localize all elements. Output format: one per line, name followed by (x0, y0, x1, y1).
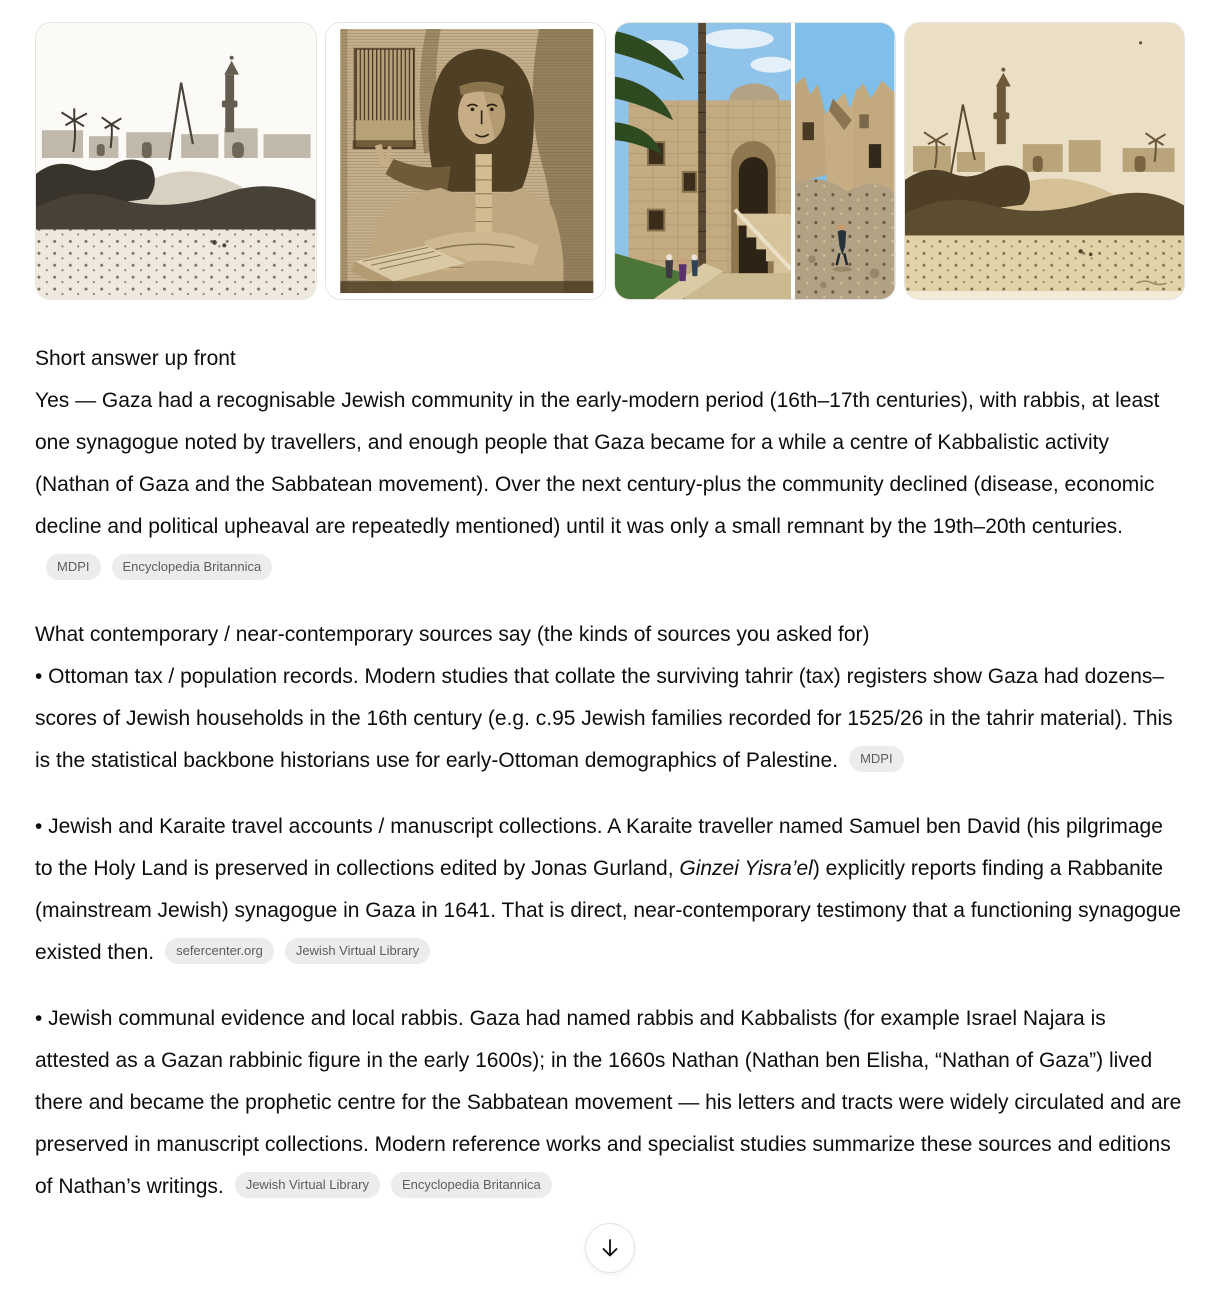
arrow-down-icon (598, 1236, 622, 1260)
image-results-row (35, 22, 1185, 300)
citation-badge[interactable]: MDPI (849, 746, 904, 772)
answer-section-travel-accounts (35, 806, 1185, 974)
citation-badge[interactable]: sefercenter.org (165, 938, 274, 964)
section-heading: Short answer up front (35, 347, 236, 370)
image-result-nathan-engraving[interactable] (325, 22, 607, 300)
synagogue-intact-photo-illustration (615, 23, 791, 299)
gaza-sepia-photo-illustration (905, 23, 1185, 299)
citation-badge[interactable]: Jewish Virtual Library (285, 938, 430, 964)
section-text: ) explicitly reports finding a Rabbanite (mainstream Jewish) synagogue in Gaza in 1641. That is direct, near-contemporary testimony that a functioning synagogue existed then. (35, 857, 1181, 964)
image-result-gaza-bw-photo[interactable] (35, 22, 317, 300)
section-text: • Ottoman tax / population records. Modern studies that collate the surviving tahrir (tax) registers show Gaza had dozens–scores of Jewish households in the 16th century (e.g. c.95 Jewish families recorded for 1525/26 in the tahrir material). This is the statistical backbone historians use for early-Ottoman demographics of Palestine. (35, 665, 1173, 772)
answer-section-sources (35, 614, 1185, 782)
assistant-answer (35, 338, 1185, 1232)
citation-badge[interactable]: MDPI (46, 554, 101, 580)
gaza-bw-photo-illustration (36, 23, 316, 299)
scroll-to-bottom-button[interactable] (585, 1223, 635, 1273)
synagogue-ruins-photo-illustration (795, 23, 894, 299)
image-result-gaza-sepia-photo[interactable] (904, 22, 1186, 300)
nathan-engraving-illustration (326, 23, 606, 299)
section-text: • Jewish and Karaite travel accounts / manuscript collections. A Karaite traveller named Samuel ben David (his pilgrimage to the Holy Land is preserved in collections edited by Jonas Gurland, (35, 815, 1163, 880)
answer-section-communal-evidence (35, 998, 1185, 1208)
answer-section-short-answer (35, 338, 1185, 590)
citation-badge[interactable]: Jewish Virtual Library (235, 1172, 380, 1198)
italic-book-title: Ginzei Yisra’el (679, 857, 813, 880)
section-heading: What contemporary / near-contemporary sources say (the kinds of sources you asked for) (35, 623, 870, 646)
image-result-synagogue-before-after[interactable] (614, 22, 896, 300)
section-text: Yes — Gaza had a recognisable Jewish community in the early-modern period (16th–17th centuries), with rabbis, at least one synagogue noted by travellers, and enough people that Gaza became for a while a centre of Kabbalistic activity (Nathan of Gaza and the Sabbatean movement). Over the next century-plus the community declined (disease, economic decline and political upheaval are repeatedly mentioned) until it was only a small remnant by the 19th–20th centuries. (35, 389, 1160, 538)
citation-badge[interactable]: Encyclopedia Britannica (112, 554, 273, 580)
section-text: • Jewish communal evidence and local rabbis. Gaza had named rabbis and Kabbalists (for example Israel Najara is attested as a Gazan rabbinic figure in the early 1600s); in the 1660s Nathan (Nathan ben Elisha, “Nathan of Gaza”) lived there and became the prophetic centre for the Sabbatean movement — his letters and tracts were widely circulated and are preserved in manuscript collections. Modern reference works and specialist studies summarize these sources and editions of Nathan’s writings. (35, 1007, 1182, 1198)
citation-badge[interactable]: Encyclopedia Britannica (391, 1172, 552, 1198)
